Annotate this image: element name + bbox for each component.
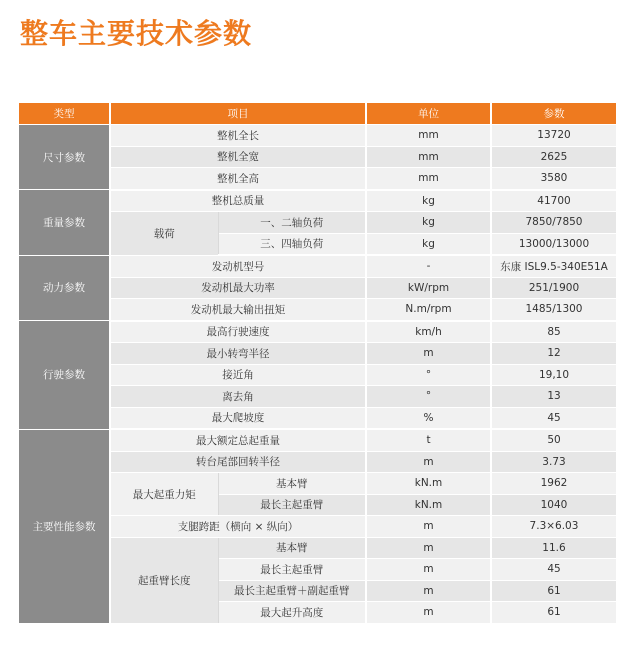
row-value: 2625 [491,146,616,168]
table-row [19,190,616,212]
header-type: 类型 [19,103,110,125]
row-value: 1962 [491,473,616,495]
table-header-row [19,103,616,125]
row-value: 19,10 [491,364,616,386]
row-unit: kg [366,212,491,234]
row-item: 离去角 [110,386,366,408]
row-value: 12 [491,343,616,365]
row-unit: mm [366,168,491,190]
row-unit: % [366,407,491,429]
row-item: 发动机最大输出扭矩 [110,299,366,321]
row-value: 7850/7850 [491,212,616,234]
category-driving: 行驶参数 [19,321,110,430]
row-unit: kN.m [366,473,491,495]
category-weight: 重量参数 [19,190,110,256]
row-unit: m [366,559,491,581]
row-unit: mm [366,146,491,168]
row-item: 整机全长 [110,125,366,147]
row-unit: kN.m [366,494,491,516]
row-value: 61 [491,580,616,602]
row-item: 最高行驶速度 [110,321,366,343]
row-item: 最长主起重臂 [218,559,366,581]
row-item: 最长主起重臂 [218,494,366,516]
row-item: 发动机型号 [110,255,366,277]
category-size: 尺寸参数 [19,125,110,190]
row-unit: ° [366,386,491,408]
row-unit: ° [366,364,491,386]
row-value: 3.73 [491,451,616,473]
table-row [19,255,616,277]
row-unit: kg [366,190,491,212]
header-item: 项目 [110,103,366,125]
row-item: 最大额定总起重量 [110,429,366,451]
row-value: 13000/13000 [491,233,616,255]
row-unit: m [366,580,491,602]
page-title: 整车主要技术参数 [20,17,253,50]
row-item: 整机全宽 [110,146,366,168]
subgroup-load: 载荷 [110,212,218,256]
row-unit: - [366,255,491,277]
row-value: 13 [491,386,616,408]
row-item: 最长主起重臂＋副起重臂 [218,580,366,602]
row-item: 一、二轴负荷 [218,212,366,234]
row-item: 基本臂 [218,473,366,495]
row-value: 13720 [491,125,616,147]
row-value: 50 [491,429,616,451]
row-value: 45 [491,559,616,581]
row-value: 85 [491,321,616,343]
row-item: 基本臂 [218,537,366,559]
row-value: 11.6 [491,537,616,559]
table-row [19,125,616,147]
row-item: 转台尾部回转半径 [110,451,366,473]
table-row [19,429,616,451]
category-main: 主要性能参数 [19,429,110,624]
row-item: 最小转弯半径 [110,343,366,365]
header-value: 参数 [491,103,616,125]
row-value: 251/1900 [491,277,616,299]
row-item: 整机全高 [110,168,366,190]
row-unit: m [366,602,491,624]
row-item: 接近角 [110,364,366,386]
subgroup-moment: 最大起重力矩 [110,473,218,516]
row-value: 东康 ISL9.5-340E51A [491,255,616,277]
row-value: 41700 [491,190,616,212]
spec-table [19,103,616,625]
category-power: 动力参数 [19,255,110,321]
row-unit: m [366,451,491,473]
row-unit: m [366,516,491,538]
row-value: 45 [491,407,616,429]
row-value: 3580 [491,168,616,190]
subgroup-boom: 起重臂长度 [110,537,218,624]
row-unit: km/h [366,321,491,343]
header-unit: 单位 [366,103,491,125]
row-unit: t [366,429,491,451]
row-item: 最大起升高度 [218,602,366,624]
row-value: 7.3×6.03 [491,516,616,538]
row-unit: m [366,343,491,365]
row-unit: mm [366,125,491,147]
row-unit: N.m/rpm [366,299,491,321]
table-row [19,321,616,343]
row-item: 发动机最大功率 [110,277,366,299]
row-item: 支腿跨距（横向 × 纵向） [110,516,366,538]
row-unit: m [366,537,491,559]
row-value: 1485/1300 [491,299,616,321]
row-value: 61 [491,602,616,624]
row-item: 整机总质量 [110,190,366,212]
row-value: 1040 [491,494,616,516]
row-unit: kW/rpm [366,277,491,299]
row-item: 三、四轴负荷 [218,233,366,255]
row-unit: kg [366,233,491,255]
row-item: 最大爬坡度 [110,407,366,429]
